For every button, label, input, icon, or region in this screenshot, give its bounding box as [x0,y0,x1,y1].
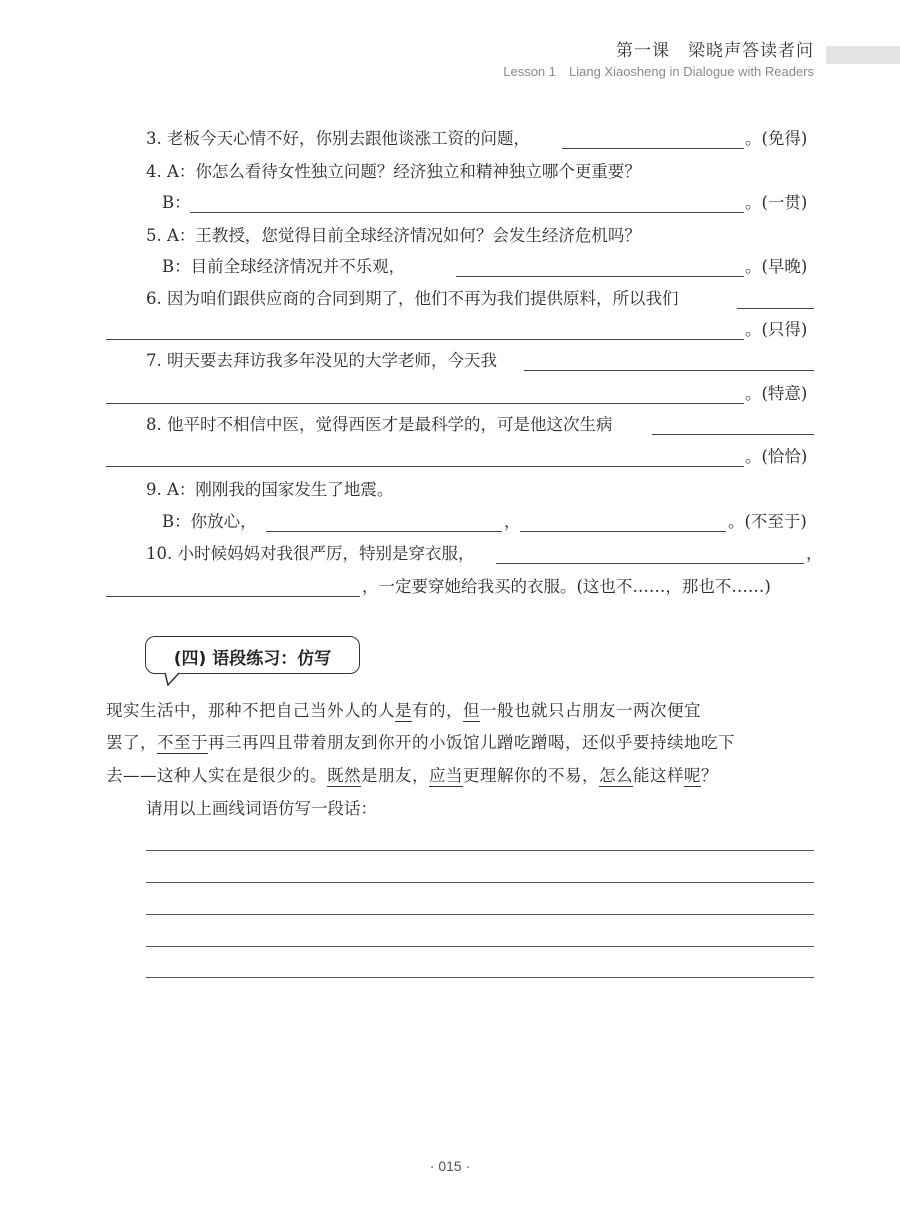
exercise-5-answer: B：目前全球经济情况并不乐观， [162,257,406,276]
paragraph-text: 有的， [412,701,463,720]
exercise-8-blank-1[interactable] [652,434,814,435]
exercise-9-blank-1[interactable] [266,531,502,532]
header-tab-bar [826,46,900,64]
underlined-word: 怎么 [599,766,633,785]
writing-line-2[interactable] [146,882,814,883]
exercise-6-hint: 。(只得) [745,320,808,339]
paragraph-text: 罢了， [106,733,157,752]
exercise-4-hint: 。(一贯) [745,193,808,212]
exercise-10-comma: ， [806,544,823,563]
underlined-word: 不至于 [157,733,208,752]
exercise-5-hint: 。(早晚) [745,257,808,276]
exercise-8-hint: 。(恰恰) [745,447,808,466]
exercise-8-prompt: 8. 他平时不相信中医，觉得西医才是最科学的，可是他这次生病 [146,415,613,434]
exercise-9-question: 9. A：刚刚我的国家发生了地震。 [146,480,394,499]
paragraph-line-3 [106,765,818,787]
writing-line-5[interactable] [146,977,814,978]
exercise-4-question: 4. A：你怎么看待女性独立问题？经济独立和精神独立哪个更重要？ [146,162,641,181]
exercise-7-prompt: 7. 明天要去拜访我多年没见的大学老师，今天我 [146,351,497,370]
exercise-7-blank-2[interactable] [106,403,744,404]
exercise-9-answer: B：你放心， [162,512,257,531]
paragraph-text: 去——这种人实在是很少的。 [106,766,327,785]
exercise-6-blank-1[interactable] [737,308,814,309]
exercise-6-prompt: 6. 因为咱们跟供应商的合同到期了，他们不再为我们提供原料，所以我们 [146,289,679,308]
speech-bubble-tail-icon [164,672,180,686]
exercise-6-blank-2[interactable] [106,339,744,340]
exercise-7-hint: 。(特意) [745,384,808,403]
chapter-title-zh: 第一课 梁晓声答读者问 [616,41,814,61]
exercise-10-prompt: 10. 小时候妈妈对我很严厉，特别是穿衣服， [146,544,475,563]
underlined-word: 应当 [429,766,463,785]
exercise-9-hint: 。(不至于) [728,512,807,531]
page-number: · 015 · [429,1158,471,1174]
paragraph-line-1 [106,700,818,722]
paragraph-text: 是朋友， [361,766,429,785]
exercise-10-hint: ，一定要穿她给我买的衣服。(这也不……，那也不……) [362,577,771,596]
section-title: (四) 语段练习：仿写 [173,649,332,669]
exercise-10-blank-1[interactable] [496,563,804,564]
exercise-4-answer-label: B： [162,193,191,212]
exercise-9-comma: ， [504,512,521,531]
paragraph-text: 再三再四且带着朋友到你开的小饭馆儿蹭吃蹭喝，还似乎要持续地吃下 [208,733,735,752]
underlined-word: 呢 [684,766,701,785]
exercise-8-blank-2[interactable] [106,466,744,467]
exercise-3-hint: 。(免得) [745,129,808,148]
paragraph-text: 能这样 [633,766,684,785]
underlined-word: 但 [463,701,480,720]
exercise-10-blank-2[interactable] [106,596,360,597]
exercise-3-blank[interactable] [562,148,744,149]
underlined-word: 既然 [327,766,361,785]
exercise-9-blank-2[interactable] [520,531,726,532]
paragraph-text: 更理解你的不易， [463,766,599,785]
writing-line-1[interactable] [146,850,814,851]
exercise-4-blank[interactable] [190,212,744,213]
paragraph-text: 一般也就只占朋友一两次便宜 [480,701,701,720]
exercise-3-prompt: 3. 老板今天心情不好，你别去跟他谈涨工资的问题， [146,129,530,148]
exercise-5-question: 5. A：王教授，您觉得目前全球经济情况如何？会发生经济危机吗？ [146,226,641,245]
section-header-box [145,636,360,674]
paragraph-text: 现实生活中，那种不把自己当外人的人 [106,701,395,720]
paragraph-line-2 [106,732,818,754]
writing-instruction: 请用以上画线词语仿写一段话： [146,799,377,818]
writing-line-3[interactable] [146,914,814,915]
paragraph-text: ？ [701,766,718,785]
writing-line-4[interactable] [146,946,814,947]
underlined-word: 是 [395,701,412,720]
chapter-title-en: Lesson 1 Liang Xiaosheng in Dialogue with Readers [503,64,814,79]
exercise-5-blank[interactable] [456,276,744,277]
exercise-7-blank-1[interactable] [524,370,814,371]
